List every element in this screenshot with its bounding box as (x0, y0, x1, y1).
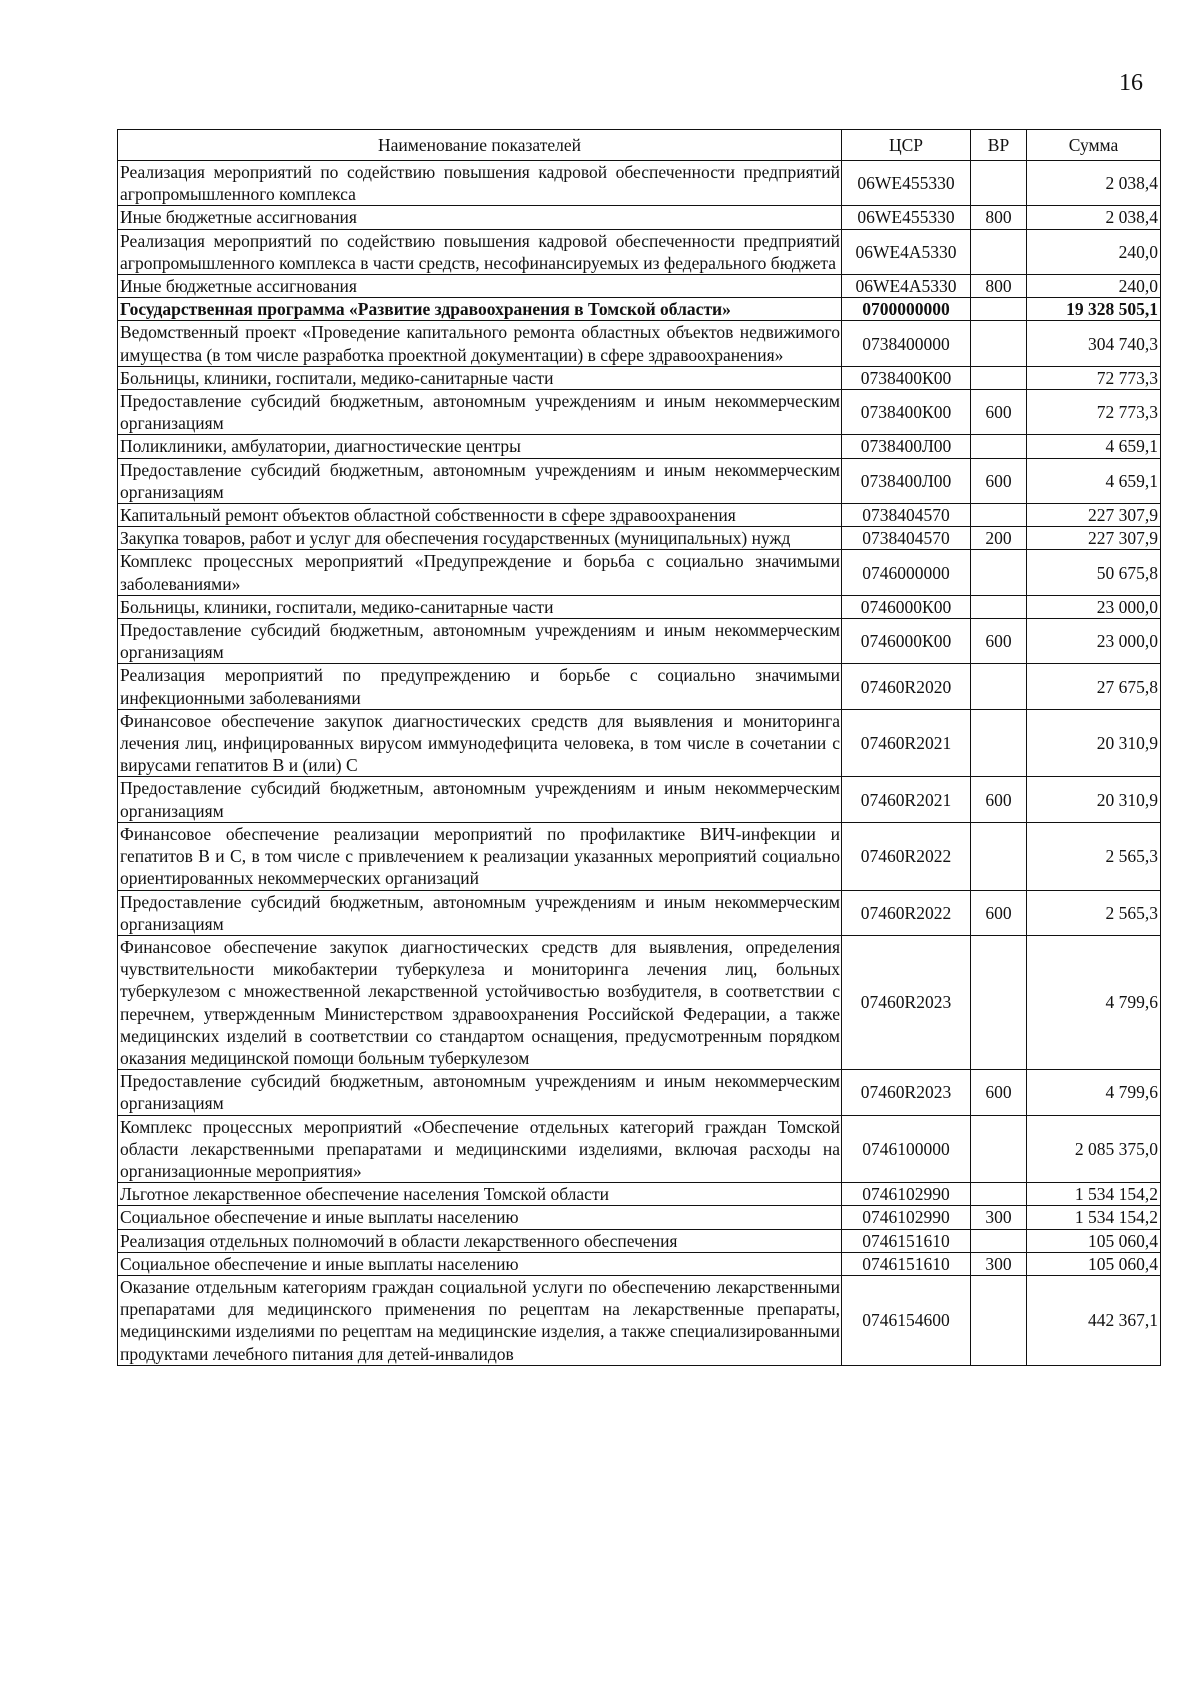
row-vr-cell: 800 (971, 275, 1027, 298)
row-vr-cell (971, 1183, 1027, 1206)
row-sum-cell: 23 000,0 (1027, 619, 1161, 664)
table-row (118, 1275, 1161, 1365)
row-vr-cell: 800 (971, 206, 1027, 229)
table-row (118, 619, 1161, 664)
row-sum-cell: 72 773,3 (1027, 366, 1161, 389)
row-sum-cell: 304 740,3 (1027, 321, 1161, 366)
table-row (118, 709, 1161, 777)
row-csr-cell: 0738400К00 (842, 366, 971, 389)
row-name-cell: Больницы, клиники, госпитали, медико-санитарные части (118, 366, 842, 389)
page-number: 16 (1119, 70, 1143, 96)
row-name-cell: Комплекс процессных мероприятий «Обеспечение отдельных категорий граждан Томской области лекарственными препаратами и медицинскими изделиями, включая расходы на организационные мероприятия» (118, 1115, 842, 1183)
table-row (118, 298, 1161, 321)
row-vr-cell: 600 (971, 777, 1027, 822)
row-vr-cell (971, 504, 1027, 527)
row-sum-cell: 105 060,4 (1027, 1252, 1161, 1275)
row-vr-cell (971, 1229, 1027, 1252)
table-row (118, 435, 1161, 458)
row-csr-cell: 0746100000 (842, 1115, 971, 1183)
row-sum-cell: 4 659,1 (1027, 435, 1161, 458)
row-csr-cell: 0738404570 (842, 504, 971, 527)
row-vr-cell: 600 (971, 619, 1027, 664)
table-row (118, 1070, 1161, 1115)
row-name-cell: Комплекс процессных мероприятий «Предупреждение и борьба с социально значимыми заболеваниями» (118, 550, 842, 595)
header-vr: ВР (971, 130, 1027, 161)
row-sum-cell: 23 000,0 (1027, 595, 1161, 618)
table-row (118, 550, 1161, 595)
row-vr-cell (971, 664, 1027, 709)
row-sum-cell: 240,0 (1027, 229, 1161, 274)
row-vr-cell (971, 709, 1027, 777)
row-csr-cell: 0738400000 (842, 321, 971, 366)
row-sum-cell: 4 659,1 (1027, 458, 1161, 503)
row-name-cell: Предоставление субсидий бюджетным, автономным учреждениям и иным некоммерческим организациям (118, 777, 842, 822)
row-sum-cell: 2 565,3 (1027, 822, 1161, 890)
table-row (118, 161, 1161, 206)
row-csr-cell: 07460R2021 (842, 709, 971, 777)
row-vr-cell: 600 (971, 390, 1027, 435)
row-vr-cell (971, 298, 1027, 321)
row-vr-cell (971, 321, 1027, 366)
row-vr-cell (971, 1115, 1027, 1183)
row-csr-cell: 0746151610 (842, 1252, 971, 1275)
row-name-cell: Реализация мероприятий по предупреждению и борьбе с социально значимыми инфекционными заболеваниями (118, 664, 842, 709)
row-sum-cell: 27 675,8 (1027, 664, 1161, 709)
row-name-cell: Реализация отдельных полномочий в области лекарственного обеспечения (118, 1229, 842, 1252)
table-row (118, 822, 1161, 890)
row-csr-cell: 0746000К00 (842, 595, 971, 618)
row-name-cell: Финансовое обеспечение закупок диагностических средств для выявления, определения чувствительности микобактерии туберкулеза и мониторинга лечения лиц, больных туберкулезом с множественной лекарственной устойчивостью возбудителя, в соответствии с перечнем, утвержденным Министерством здравоохранения Российской Федерации, а также медицинских изделий в соответствии со стандартом оснащения, предусмотренным порядком оказания медицинской помощи больным туберкулезом (118, 935, 842, 1069)
row-name-cell: Предоставление субсидий бюджетным, автономным учреждениям и иным некоммерческим организациям (118, 458, 842, 503)
row-sum-cell: 50 675,8 (1027, 550, 1161, 595)
row-name-cell: Иные бюджетные ассигнования (118, 275, 842, 298)
table-row (118, 321, 1161, 366)
row-sum-cell: 2 038,4 (1027, 206, 1161, 229)
table-row (118, 229, 1161, 274)
row-name-cell: Финансовое обеспечение закупок диагностических средств для выявления и мониторинга лечения лиц, инфицированных вирусом иммунодефицита человека, в том числе в сочетании с вирусами гепатитов B и (или) C (118, 709, 842, 777)
row-csr-cell: 07460R2023 (842, 1070, 971, 1115)
row-name-cell: Поликлиники, амбулатории, диагностические центры (118, 435, 842, 458)
table-row (118, 664, 1161, 709)
table-header (118, 130, 1161, 161)
row-vr-cell: 600 (971, 1070, 1027, 1115)
row-csr-cell: 06WE455330 (842, 206, 971, 229)
row-sum-cell: 19 328 505,1 (1027, 298, 1161, 321)
row-sum-cell: 227 307,9 (1027, 527, 1161, 550)
table-row (118, 890, 1161, 935)
row-csr-cell: 0738400Л00 (842, 435, 971, 458)
table-row (118, 390, 1161, 435)
row-name-cell: Реализация мероприятий по содействию повышения кадровой обеспеченности предприятий агропромышленного комплекса (118, 161, 842, 206)
row-sum-cell: 2 038,4 (1027, 161, 1161, 206)
row-csr-cell: 06WE455330 (842, 161, 971, 206)
row-vr-cell (971, 595, 1027, 618)
row-csr-cell: 0746151610 (842, 1229, 971, 1252)
row-csr-cell: 06WE4A5330 (842, 275, 971, 298)
table-row (118, 275, 1161, 298)
row-csr-cell: 06WE4A5330 (842, 229, 971, 274)
table-row (118, 206, 1161, 229)
row-sum-cell: 2 085 375,0 (1027, 1115, 1161, 1183)
table-row (118, 1252, 1161, 1275)
row-sum-cell: 240,0 (1027, 275, 1161, 298)
budget-table (117, 129, 1161, 1366)
row-name-cell: Предоставление субсидий бюджетным, автономным учреждениям и иным некоммерческим организациям (118, 619, 842, 664)
row-csr-cell: 0746000К00 (842, 619, 971, 664)
row-vr-cell: 600 (971, 458, 1027, 503)
row-vr-cell: 600 (971, 890, 1027, 935)
row-csr-cell: 07460R2022 (842, 890, 971, 935)
row-name-cell: Ведомственный проект «Проведение капитального ремонта областных объектов недвижимого имущества (в том числе разработка проектной документации) в сфере здравоохранения» (118, 321, 842, 366)
row-sum-cell: 2 565,3 (1027, 890, 1161, 935)
row-csr-cell: 0738404570 (842, 527, 971, 550)
row-sum-cell: 227 307,9 (1027, 504, 1161, 527)
table-row (118, 1183, 1161, 1206)
table-row (118, 777, 1161, 822)
table-row (118, 1115, 1161, 1183)
row-vr-cell (971, 1275, 1027, 1365)
row-csr-cell: 0738400К00 (842, 390, 971, 435)
header-csr: ЦСР (842, 130, 971, 161)
row-vr-cell: 300 (971, 1206, 1027, 1229)
header-row (118, 130, 1161, 161)
row-name-cell: Закупка товаров, работ и услуг для обеспечения государственных (муниципальных) нужд (118, 527, 842, 550)
row-vr-cell (971, 435, 1027, 458)
table-body (118, 161, 1161, 1366)
row-csr-cell: 0746102990 (842, 1206, 971, 1229)
row-name-cell: Финансовое обеспечение реализации мероприятий по профилактике ВИЧ-инфекции и гепатитов B и C, в том числе с привлечением к реализации указанных мероприятий социально ориентированных некоммерческих организаций (118, 822, 842, 890)
row-csr-cell: 07460R2022 (842, 822, 971, 890)
row-vr-cell: 200 (971, 527, 1027, 550)
row-sum-cell: 442 367,1 (1027, 1275, 1161, 1365)
row-name-cell: Предоставление субсидий бюджетным, автономным учреждениям и иным некоммерческим организациям (118, 890, 842, 935)
table-row (118, 1206, 1161, 1229)
row-name-cell: Льготное лекарственное обеспечение населения Томской области (118, 1183, 842, 1206)
row-csr-cell: 07460R2020 (842, 664, 971, 709)
row-vr-cell (971, 229, 1027, 274)
row-name-cell: Больницы, клиники, госпитали, медико-санитарные части (118, 595, 842, 618)
table-row (118, 935, 1161, 1069)
row-csr-cell: 0746154600 (842, 1275, 971, 1365)
row-name-cell: Социальное обеспечение и иные выплаты населению (118, 1206, 842, 1229)
row-sum-cell: 1 534 154,2 (1027, 1183, 1161, 1206)
table-row (118, 527, 1161, 550)
row-vr-cell (971, 550, 1027, 595)
row-name-cell: Иные бюджетные ассигнования (118, 206, 842, 229)
row-sum-cell: 4 799,6 (1027, 1070, 1161, 1115)
row-name-cell: Капитальный ремонт объектов областной собственности в сфере здравоохранения (118, 504, 842, 527)
row-csr-cell: 07460R2021 (842, 777, 971, 822)
header-sum: Сумма (1027, 130, 1161, 161)
row-vr-cell (971, 366, 1027, 389)
table-row (118, 504, 1161, 527)
row-vr-cell (971, 822, 1027, 890)
row-name-cell: Оказание отдельным категориям граждан социальной услуги по обеспечению лекарственными препаратами для медицинского применения по рецептам на лекарственные препараты, медицинскими изделиями по рецептам на медицинские изделия, а также специализированными продуктами лечебного питания для детей-инвалидов (118, 1275, 842, 1365)
table-row (118, 1229, 1161, 1252)
row-vr-cell (971, 935, 1027, 1069)
table-row (118, 595, 1161, 618)
row-csr-cell: 07460R2023 (842, 935, 971, 1069)
row-sum-cell: 105 060,4 (1027, 1229, 1161, 1252)
row-sum-cell: 20 310,9 (1027, 777, 1161, 822)
row-name-cell: Реализация мероприятий по содействию повышения кадровой обеспеченности предприятий агропромышленного комплекса в части средств, несофинансируемых из федерального бюджета (118, 229, 842, 274)
row-sum-cell: 1 534 154,2 (1027, 1206, 1161, 1229)
row-sum-cell: 72 773,3 (1027, 390, 1161, 435)
row-csr-cell: 0700000000 (842, 298, 971, 321)
header-name: Наименование показателей (118, 130, 842, 161)
row-sum-cell: 20 310,9 (1027, 709, 1161, 777)
row-vr-cell: 300 (971, 1252, 1027, 1275)
row-name-cell: Социальное обеспечение и иные выплаты населению (118, 1252, 842, 1275)
row-vr-cell (971, 161, 1027, 206)
row-name-cell: Государственная программа «Развитие здравоохранения в Томской области» (118, 298, 842, 321)
row-name-cell: Предоставление субсидий бюджетным, автономным учреждениям и иным некоммерческим организациям (118, 1070, 842, 1115)
row-name-cell: Предоставление субсидий бюджетным, автономным учреждениям и иным некоммерческим организациям (118, 390, 842, 435)
row-csr-cell: 0738400Л00 (842, 458, 971, 503)
table-row (118, 458, 1161, 503)
table-row (118, 366, 1161, 389)
row-sum-cell: 4 799,6 (1027, 935, 1161, 1069)
row-csr-cell: 0746000000 (842, 550, 971, 595)
row-csr-cell: 0746102990 (842, 1183, 971, 1206)
